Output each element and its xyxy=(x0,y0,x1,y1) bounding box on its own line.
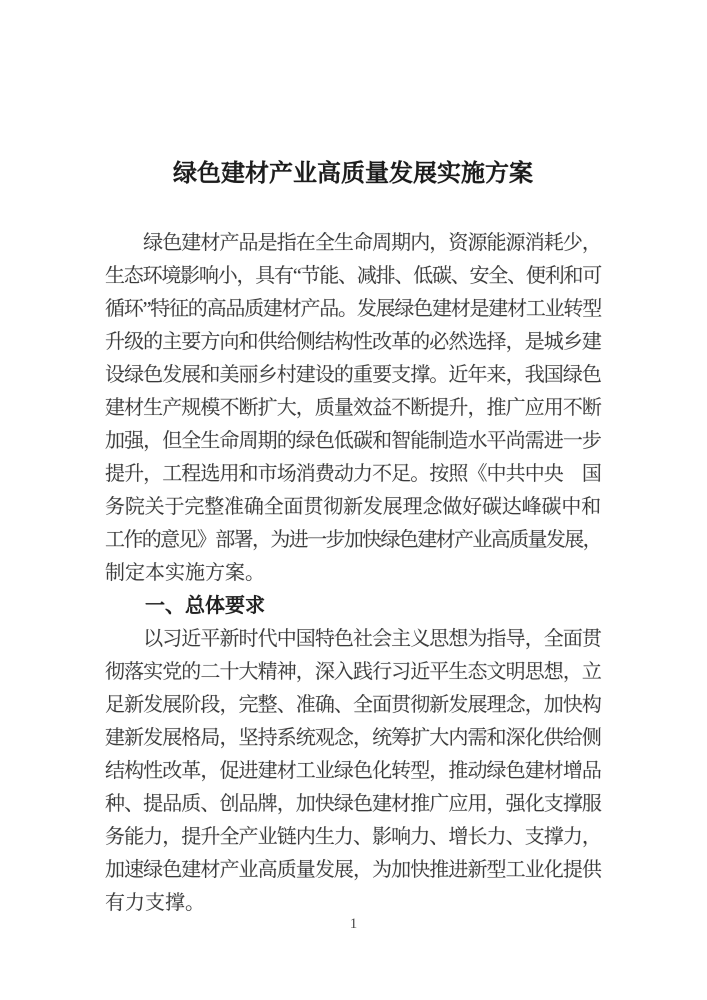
text-line: 循环”特征的高品质建材产品。发展绿色建材是建材工业转型 xyxy=(105,298,601,320)
text-line: 有力支撑。 xyxy=(105,892,205,914)
text-line: 务能力，提升全产业链内生力、影响力、增长力、支撑力， xyxy=(105,826,601,848)
text-line: 提升，工程选用和市场消费动力不足。按照《中共中央 国 xyxy=(105,463,601,485)
paragraph xyxy=(105,623,601,920)
text-line: 设绿色发展和美丽乡村建设的重要支撑。近年来，我国绿色 xyxy=(105,364,601,386)
text-line: 生态环境影响小，具有“节能、减排、低碳、安全、便利和可 xyxy=(105,265,601,287)
text-line: 绿色建材产品是指在全生命周期内，资源能源消耗少， xyxy=(105,232,601,254)
text-line: 以习近平新时代中国特色社会主义思想为指导，全面贯 xyxy=(105,628,601,650)
text-line: 种、提品质、创品牌，加快绿色建材推广应用，强化支撑服 xyxy=(105,793,601,815)
text-line: 足新发展阶段，完整、准确、全面贯彻新发展理念，加快构 xyxy=(105,694,601,716)
document-page xyxy=(105,157,601,920)
text-line: 工作的意见》部署，为进一步加快绿色建材产业高质量发展， xyxy=(105,529,601,551)
text-line: 结构性改革，促进建材工业绿色化转型，推动绿色建材增品 xyxy=(105,760,601,782)
text-line: 制定本实施方案。 xyxy=(105,562,265,584)
text-line: 务院关于完整准确全面贯彻新发展理念做好碳达峰碳中和 xyxy=(105,496,601,518)
text-line: 建材生产规模不断扩大，质量效益不断提升，推广应用不断 xyxy=(105,397,601,419)
section-heading: 一、总体要求 xyxy=(105,595,265,617)
paragraph xyxy=(105,227,601,590)
page-number: 1 xyxy=(349,916,358,932)
document-body xyxy=(105,227,601,920)
text-line: 建新发展格局，坚持系统观念，统筹扩大内需和深化供给侧 xyxy=(105,727,601,749)
text-line: 加强，但全生命周期的绿色低碳和智能制造水平尚需进一步 xyxy=(105,430,601,452)
text-line: 彻落实党的二十大精神，深入践行习近平生态文明思想，立 xyxy=(105,661,601,683)
document-title: 绿色建材产业高质量发展实施方案 xyxy=(173,161,533,187)
text-line: 升级的主要方向和供给侧结构性改革的必然选择，是城乡建 xyxy=(105,331,601,353)
text-line: 加速绿色建材产业高质量发展，为加快推进新型工业化提供 xyxy=(105,859,601,881)
